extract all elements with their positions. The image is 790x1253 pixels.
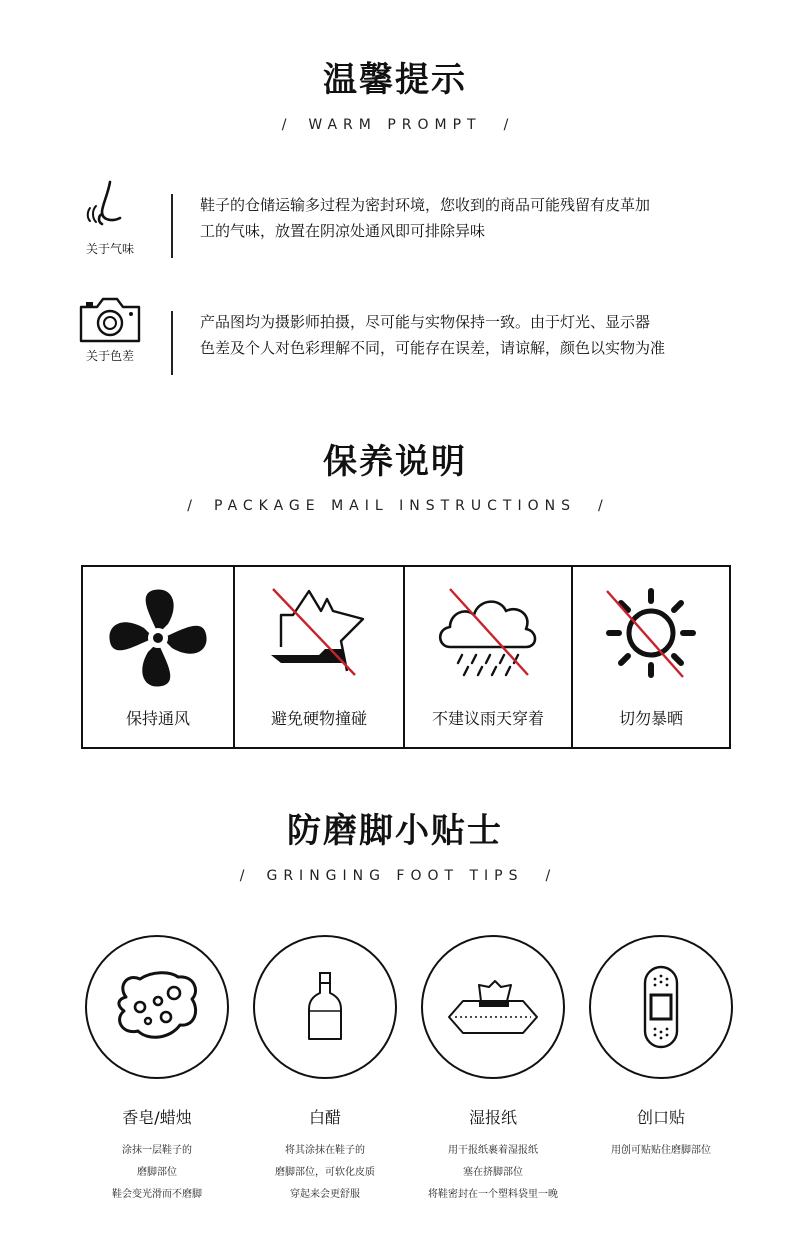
foot-tip-name: 白醋 <box>308 1108 341 1127</box>
foot-tip-desc: 用创可贴贴住磨脚部位 <box>611 1145 711 1156</box>
icon-circle <box>85 935 229 1079</box>
foot-tip-newspaper <box>413 935 573 1206</box>
care-label: 不建议雨天穿着 <box>431 709 544 728</box>
care-label: 保持通风 <box>125 709 190 728</box>
tip-smell-text: 鞋子的仓储运输多过程为密封环境，您收到的商品可能残留有皮革加 工的气味，放置在阴凉处通风即可排除异味 <box>200 196 651 240</box>
foot-tip-desc: 用干报纸裹着湿报纸 塞在挤脚部位 将鞋密封在一个塑料袋里一晚 <box>428 1145 558 1200</box>
foot-tip-name: 湿报纸 <box>468 1108 517 1127</box>
icon-circle <box>253 935 397 1079</box>
icon-circle <box>589 935 733 1079</box>
care-item-rain <box>405 567 573 747</box>
no-collision-icon <box>259 583 379 683</box>
wet-wipes-icon <box>445 977 541 1037</box>
tip-color-label: 关于色差 <box>85 349 134 363</box>
divider <box>171 311 173 375</box>
tip-color-text: 产品图均为摄影师拍摄，尽可能与实物保持一致。由于灯光、显示器 色差及个人对色彩理解不同，可能存在误差，请谅解，颜色以实物为准 <box>200 313 666 357</box>
foot-tip-vinegar <box>245 935 405 1206</box>
foot-tip-soap <box>77 935 237 1206</box>
vinegar-bottle-icon <box>305 971 345 1043</box>
divider <box>171 194 173 258</box>
care-title: 保养说明 <box>323 442 467 482</box>
warm-title: 温馨提示 <box>323 60 467 100</box>
foot-tip-name: 香皂/蜡烛 <box>122 1108 192 1127</box>
care-item-sun <box>573 567 729 747</box>
tip-smell <box>70 178 750 268</box>
foot-tip-bandage <box>581 935 741 1162</box>
care-label: 避免硬物撞碰 <box>270 709 367 728</box>
tip-smell-label: 关于气味 <box>85 242 134 256</box>
foot-tip-desc: 将其涂抹在鞋子的 磨脚部位，可软化皮质 穿起来会更舒服 <box>275 1145 375 1200</box>
care-label: 切勿暴晒 <box>618 709 683 728</box>
care-item-ventilation <box>83 567 235 747</box>
warm-subtitle: / WARM PROMPT / <box>281 117 509 133</box>
bandage-icon <box>641 965 681 1049</box>
foot-title: 防磨脚小贴士 <box>287 811 503 851</box>
no-rain-icon <box>428 583 548 683</box>
care-subtitle: / PACKAGE MAIL INSTRUCTIONS / <box>187 498 603 514</box>
tip-color <box>70 295 750 385</box>
care-grid <box>81 565 731 749</box>
nose-icon <box>80 178 140 238</box>
foot-subtitle: / GRINGING FOOT TIPS / <box>239 868 551 884</box>
care-item-collision <box>235 567 405 747</box>
fan-icon <box>103 583 213 693</box>
soap-icon <box>112 967 202 1047</box>
no-sun-icon <box>596 583 706 683</box>
icon-circle <box>421 935 565 1079</box>
foot-tip-desc: 涂抹一层鞋子的 磨脚部位 鞋会变光滑而不磨脚 <box>112 1145 202 1200</box>
camera-icon <box>77 295 143 345</box>
foot-tip-name: 创口贴 <box>636 1108 685 1127</box>
